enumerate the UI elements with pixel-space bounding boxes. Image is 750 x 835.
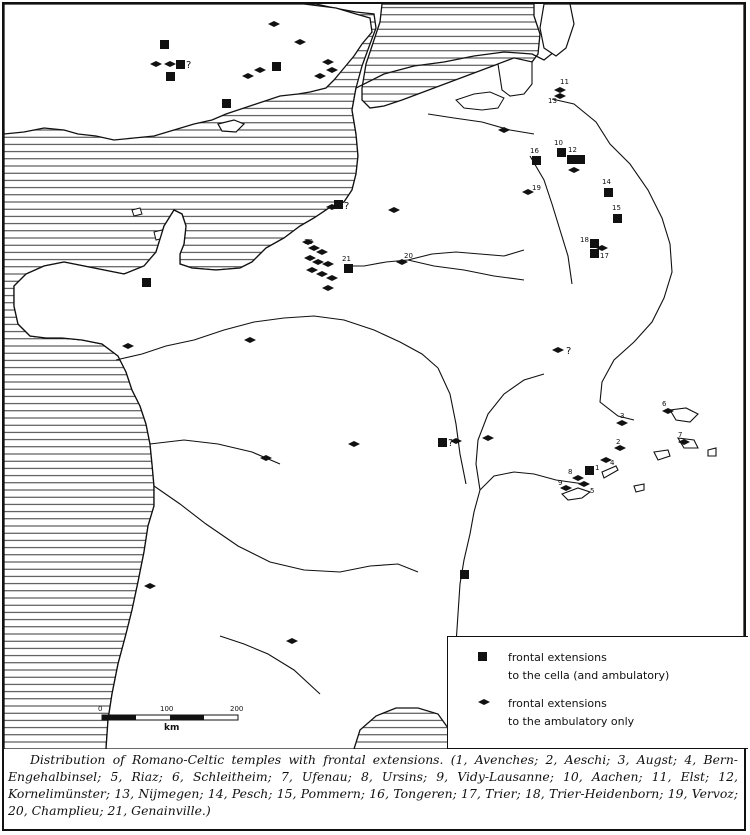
question-channel: ? — [344, 201, 350, 212]
label-site-21: 21 — [342, 255, 351, 263]
square-site-16 — [532, 156, 541, 165]
label-site-1: 1 — [595, 464, 600, 472]
channel-island-1 — [132, 208, 142, 216]
question-central: ? — [448, 438, 454, 449]
scale-tick-200: 200 — [230, 705, 244, 713]
label-site-19: 19 — [532, 184, 541, 192]
label-site-3: 3 — [620, 412, 625, 420]
lake-small-south — [634, 484, 644, 492]
legend-diamond-symbol — [478, 695, 492, 709]
caption-text: Distribution of Romano-Celtic temples with frontal extensions. (1, Avenches; 2, Aeschi; 3, Augst; 4, Bern-Engehalbinsel; 5, Riaz; 6, Schleitheim; 7, Ufenau; 8, Ursins; 9, Vidy-Lausanne; 10, Aachen; 11, Elst; 12, Kornelimünster; 13, Nijmegen; 14, Pesch; 15, Pommern; 16, Tongeren; 17, Trier; 18, Trier-Heidenborn; 19, Vervoz; 20, Champlieu; 21, Genainville.) — [8, 752, 738, 818]
legend-diamond-line1: frontal extensions — [508, 697, 607, 710]
square-britain-5 — [222, 99, 231, 108]
label-site-10-west: 10 — [304, 238, 313, 246]
map-legend — [447, 636, 748, 749]
scale-bar — [94, 704, 254, 734]
scale-unit: km — [164, 723, 180, 733]
label-site-20: 20 — [404, 252, 413, 260]
square-site-12b — [576, 155, 585, 164]
label-site-8: 8 — [568, 468, 573, 476]
legend-square-line1: frontal extensions — [508, 651, 607, 664]
lake-small-east — [708, 448, 716, 456]
scale-tick-0: 0 — [98, 705, 103, 713]
square-rhone-south — [460, 570, 469, 579]
legend-diamond-line2: to the ambulatory only — [508, 715, 635, 728]
label-site-12: 12 — [568, 146, 577, 154]
legend-diamond-entry — [478, 695, 634, 731]
scale-tick-100: 100 — [160, 705, 174, 713]
label-site-17: 17 — [600, 252, 609, 260]
label-site-9: 9 — [558, 479, 563, 487]
square-britain-3 — [166, 72, 175, 81]
figure-caption — [8, 751, 738, 819]
square-site-15 — [613, 214, 622, 223]
square-site-10 — [557, 148, 566, 157]
label-site-16: 16 — [530, 147, 539, 155]
square-britain-4 — [272, 62, 281, 71]
square-britain-2 — [176, 60, 185, 69]
square-site-12a — [567, 155, 576, 164]
label-site-4: 4 — [610, 459, 615, 467]
label-site-13: 13 — [548, 97, 557, 105]
legend-square-line2: to the cella (and ambulatory) — [508, 669, 670, 682]
question-burgundy: ? — [566, 346, 572, 357]
holland-coast — [498, 58, 532, 96]
square-site-14 — [604, 188, 613, 197]
label-site-6: 6 — [662, 400, 667, 408]
map-frame — [2, 2, 746, 831]
question-britain: ? — [186, 60, 192, 71]
label-site-2: 2 — [616, 438, 621, 446]
label-site-7: 7 — [678, 431, 683, 439]
label-site-14: 14 — [602, 178, 611, 186]
square-site-18 — [590, 239, 599, 248]
square-site-21 — [344, 264, 353, 273]
label-site-11: 11 — [560, 78, 569, 86]
label-site-18: 18 — [580, 236, 589, 244]
square-site-17 — [590, 249, 599, 258]
legend-square-symbol — [478, 649, 488, 663]
label-site-5: 5 — [590, 487, 595, 495]
label-site-10: 10 — [554, 139, 563, 147]
legend-square-entry — [478, 649, 669, 685]
square-brittany — [142, 278, 151, 287]
square-britain-1 — [160, 40, 169, 49]
square-site-1 — [585, 466, 594, 475]
square-central — [438, 438, 447, 447]
label-site-15: 15 — [612, 204, 621, 212]
